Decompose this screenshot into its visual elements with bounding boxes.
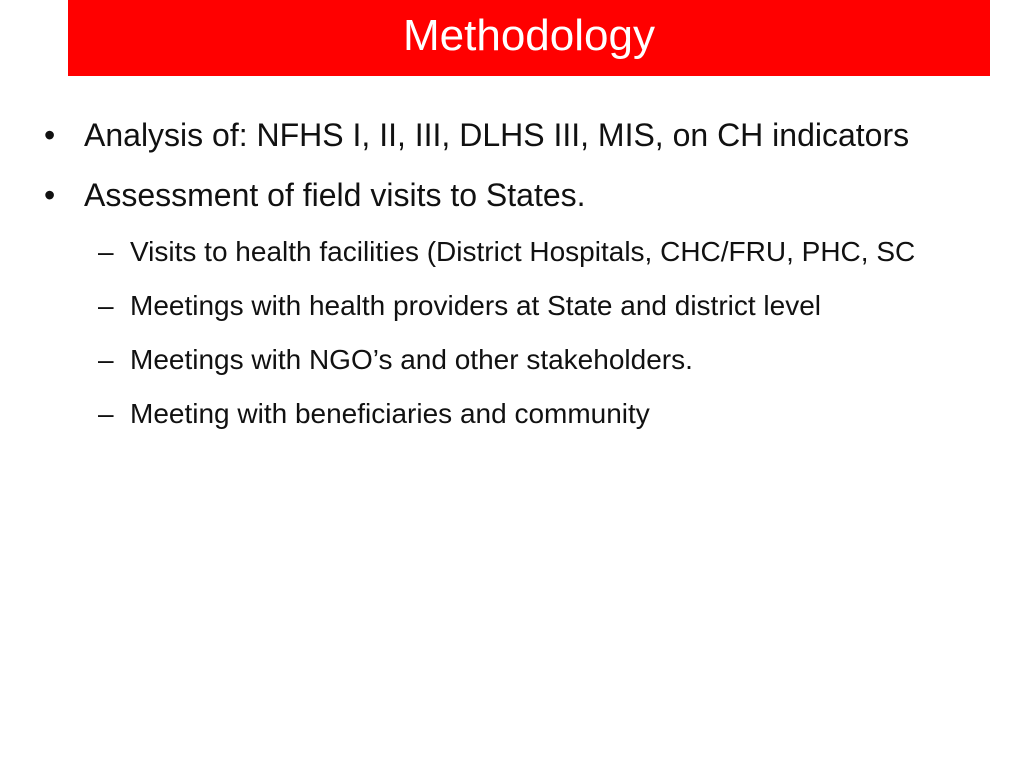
bullet-item	[44, 172, 974, 218]
dash-icon: –	[98, 236, 114, 267]
sub-bullet-item	[84, 394, 974, 434]
bullet-dot-icon: •	[44, 117, 56, 153]
sub-bullet-item	[84, 232, 974, 272]
sub-bullet-item	[84, 340, 974, 380]
sub-bullet-text: Meeting with beneficiaries and community	[130, 398, 650, 429]
dash-icon: –	[98, 398, 114, 429]
sub-bullet-text: Meetings with NGO’s and other stakeholders.	[130, 344, 693, 375]
sub-bullet-text: Visits to health facilities (District Hospitals, CHC/FRU, PHC, SC	[130, 236, 916, 267]
sub-bullet-item	[84, 286, 974, 326]
bullet-text: Analysis of: NFHS I, II, III, DLHS III, MIS, on CH indicators	[84, 117, 910, 153]
title-bar	[68, 0, 990, 76]
slide-title: Methodology	[403, 11, 655, 60]
bullet-item	[44, 112, 974, 158]
dash-icon: –	[98, 290, 114, 321]
dash-icon: –	[98, 344, 114, 375]
slide-content	[44, 112, 974, 448]
bullet-dot-icon: •	[44, 177, 56, 213]
bullet-text: Assessment of field visits to States.	[84, 177, 586, 213]
sub-bullet-text: Meetings with health providers at State and district level	[130, 290, 822, 321]
